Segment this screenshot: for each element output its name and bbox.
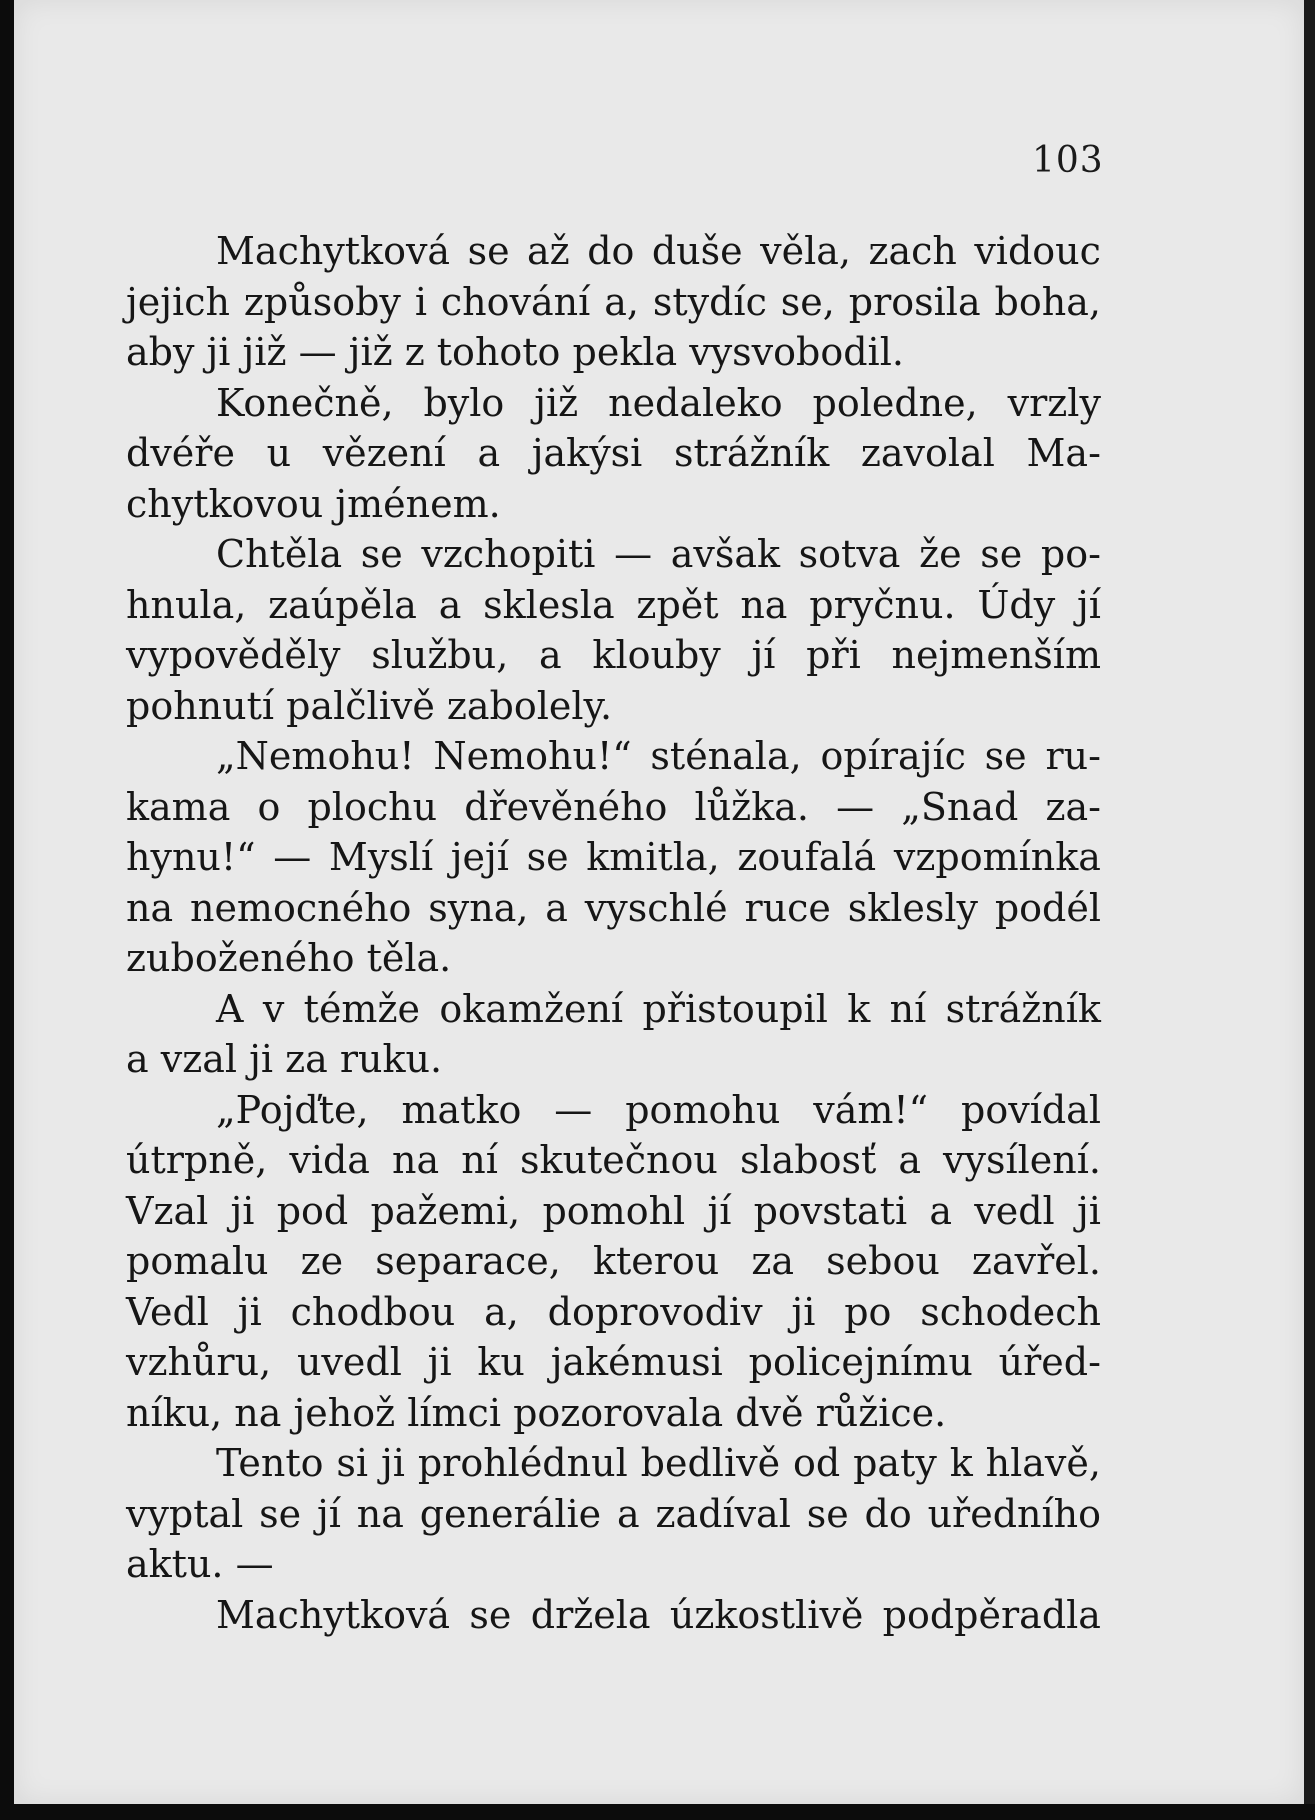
text-line: Machytková se až do duše věla, zach vidouc (216, 229, 1101, 273)
text-line: Vzal ji pod pažemi, pomohl jí povstati a vedl ji (126, 1188, 1101, 1233)
text-line: Vedl ji chodbou a, doprovodiv ji po schodech (126, 1289, 1101, 1334)
text-line: hynu!“ — Myslí její se kmitla, zoufalá vzpomínka (126, 835, 1101, 879)
text-line: „Pojďte, matko — pomohu vám!“ povídal (216, 1087, 1101, 1132)
text-line: vyptal se jí na generálie a zadíval se do uředního (126, 1491, 1101, 1536)
text-line: dvéře u vězení a jakýsi strážník zavolal Ma- (126, 431, 1101, 475)
page-number: 103 (1032, 140, 1104, 181)
text-line: aktu. — (126, 1542, 274, 1586)
text-line: Konečně, bylo již nedaleko poledne, vrzly (216, 380, 1101, 425)
text-line: pohnutí palčlivě zabolely. (126, 683, 613, 728)
text-line: Chtěla se vzchopiti — avšak sotva že se po- (216, 532, 1101, 576)
text-line: Machytková se držela úzkostlivě podpěradla (216, 1592, 1101, 1637)
text-line: kama o plochu dřevěného lůžka. — „Snad za- (126, 784, 1101, 829)
scan-right-edge (1304, 0, 1315, 1820)
text-line: vzhůru, uvedl ji ku jakémusi policejnímu úřed- (126, 1340, 1101, 1384)
text-line: aby ji již — již z tohoto pekla vysvobodil. (126, 330, 904, 374)
text-line: útrpně, vida na ní skutečnou slabosť a vysílení. (126, 1138, 1101, 1182)
book-page (14, 0, 1304, 1804)
body-text (126, 226, 1101, 1640)
scan-bottom-edge (0, 1804, 1315, 1820)
text-line: chytkovou jménem. (126, 481, 501, 526)
text-line: zuboženého těla. (126, 936, 452, 980)
text-line: a vzal ji za ruku. (126, 1037, 443, 1081)
text-line: na nemocného syna, a vyschlé ruce sklesly podél (126, 885, 1101, 930)
text-line: níku, na jehož límci pozorovala dvě růžice. (126, 1390, 947, 1435)
scan-left-edge (0, 0, 14, 1820)
text-line: Tento si ji prohlédnul bedlivě od paty k hlavě, (216, 1441, 1101, 1485)
text-line: jejich způsoby i chování a, stydíc se, prosila boha, (126, 279, 1101, 324)
text-line: hnula, zaúpěla a sklesla zpět na pryčnu. Údy jí (126, 582, 1101, 627)
text-line: vypověděly službu, a klouby jí při nejmenším (126, 633, 1101, 677)
text-line: pomalu ze separace, kterou za sebou zavřel. (126, 1239, 1101, 1283)
text-line: A v témže okamžení přistoupil k ní strážník (216, 986, 1101, 1031)
text-line: „Nemohu! Nemohu!“ sténala, opírajíc se ru- (216, 734, 1101, 778)
